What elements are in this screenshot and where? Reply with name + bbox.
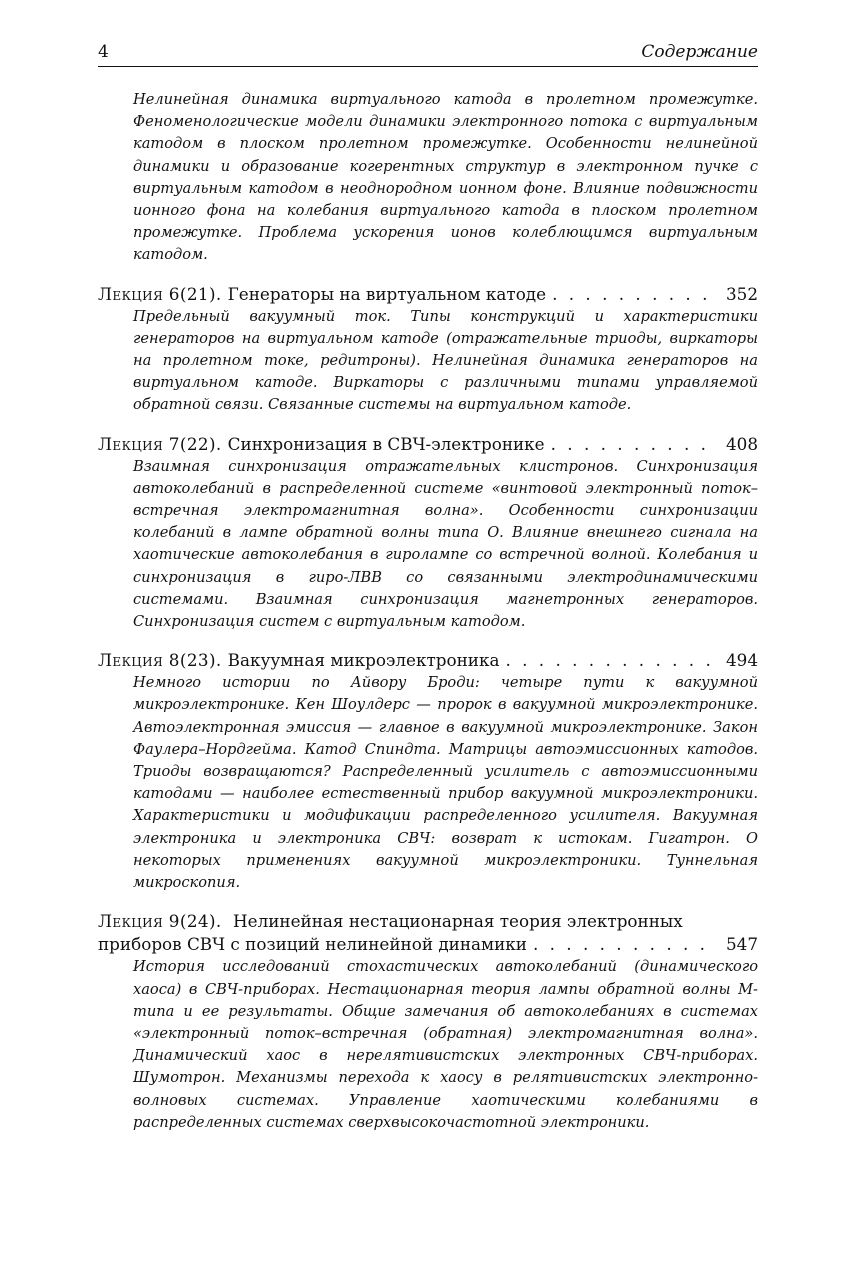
lecture-title-part-1: Нелинейная нестационарная теория электронных	[233, 911, 683, 932]
page-number: 4	[98, 42, 109, 62]
page-ref: 494	[725, 650, 758, 671]
lecture-label: Лекция 9(24).	[98, 911, 222, 932]
lecture-title: Вакуумная микроэлектроника	[227, 650, 500, 671]
lecture-description: Немного истории по Айвору Броди: четыре пути к вакуумной микроэлектронике. Кен Шоулдерс — пророк в вакуумной микроэлектронике. Автоэлектронная эмиссия — главное в вакуумной микроэлектронике. Закон Фаулера–Нордгейма. Катод Спиндта. Матрицы автоэмиссионных катодов. Триоды возвращаются? Распределенный усилитель с автоэмиссионными катодами — наиболее естественный прибор вакуумной микроэлектроники. Характеристики и модификации распределенного усилителя. Вакуумная электроника и электроника СВЧ: возврат к истокам. Гигатрон. О некоторых применениях вакуумной микроэлектроники. Туннельная микроскопия.	[133, 674, 758, 892]
lecture-title-part-2: приборов СВЧ с позиций нелинейной динамики	[98, 934, 527, 955]
lecture-description: Предельный вакуумный ток. Типы конструкций и характеристики генераторов на виртуальном катоде (отражательные триоды, виркаторы на пролетном токе, редитроны). Нелинейная динамика генераторов на виртуальном катоде. Виркаторы с различными типами управляемой обратной связи. Связанные системы на виртуальном катоде.	[133, 307, 758, 414]
lecture-description: История исследований стохастических автоколебаний (динамического хаоса) в СВЧ-приборах. Нестационарная теория лампы обратной волны М-типа и ее результаты. Общие замечания об автоколебаниях в системах «электронный поток–встречная (обратная) электромагнитная волна». Динамический хаос в нерелятивистских электронных СВЧ-приборах. Шумотрон. Механизмы перехода к хаосу в релятивистских электронно-волновых системах. Управление хаотическими колебаниями в распределенных системах сверхвысокочастотной электроники.	[133, 958, 758, 1131]
lecture-label: Лекция 8(23).	[98, 650, 222, 671]
running-head	[98, 42, 758, 67]
lecture-label: Лекция 7(22).	[98, 433, 222, 454]
dot-leader	[552, 283, 718, 306]
toc-entry-lecture-9[interactable]	[98, 910, 758, 1134]
dot-leader	[505, 649, 718, 672]
lecture-title: Генераторы на виртуальном катоде	[227, 283, 547, 304]
dot-leader	[551, 433, 718, 456]
toc-heading[interactable]	[98, 283, 758, 306]
toc-entry-lecture-7[interactable]	[98, 433, 758, 634]
toc-heading-line-2[interactable]	[98, 933, 758, 956]
lecture-label: Лекция 6(21).	[98, 283, 222, 304]
toc-heading[interactable]	[98, 649, 758, 672]
page-ref: 547	[725, 934, 758, 955]
page-ref: 352	[725, 283, 758, 304]
intro-description: Нелинейная динамика виртуального катода в пролетном промежутке. Феноменологические модели динамики электронного потока с виртуальным катодом в плоском пролетном промежутке. Особенности нелинейной динамики и образование когерентных структур в электронном пучке с виртуальным катодом в неоднородном ионном фоне. Влияние подвижности ионного фона на колебания виртуального катода в плоском пролетном промежутке. Проблема ускорения ионов колеблющимся виртуальным катодом.	[133, 91, 758, 264]
lecture-title: Синхронизация в СВЧ-электронике	[227, 433, 545, 454]
toc-heading[interactable]	[98, 433, 758, 456]
toc-page	[98, 42, 758, 1134]
dot-leader	[533, 933, 718, 956]
toc-entry-lecture-8[interactable]	[98, 649, 758, 894]
lecture-description: Взаимная синхронизация отражательных клистронов. Синхронизация автоколебаний в распределенной системе «винтовой электронный поток–встречная электромагнитная волна». Особенности синхронизации колебаний в лампе обратной волны типа О. Влияние внешнего сигнала на хаотические автоколебания в гиролампе со встречной волной. Колебания и синхронизация в гиро-ЛВВ со связанными электродинамическими системами. Взаимная синхронизация магнетронных генераторов. Синхронизация систем с виртуальным катодом.	[133, 457, 758, 631]
running-title: Содержание	[641, 42, 758, 62]
page-ref: 408	[725, 433, 758, 454]
toc-heading-line-1[interactable]	[98, 910, 758, 933]
toc-entry-lecture-6[interactable]	[98, 283, 758, 417]
